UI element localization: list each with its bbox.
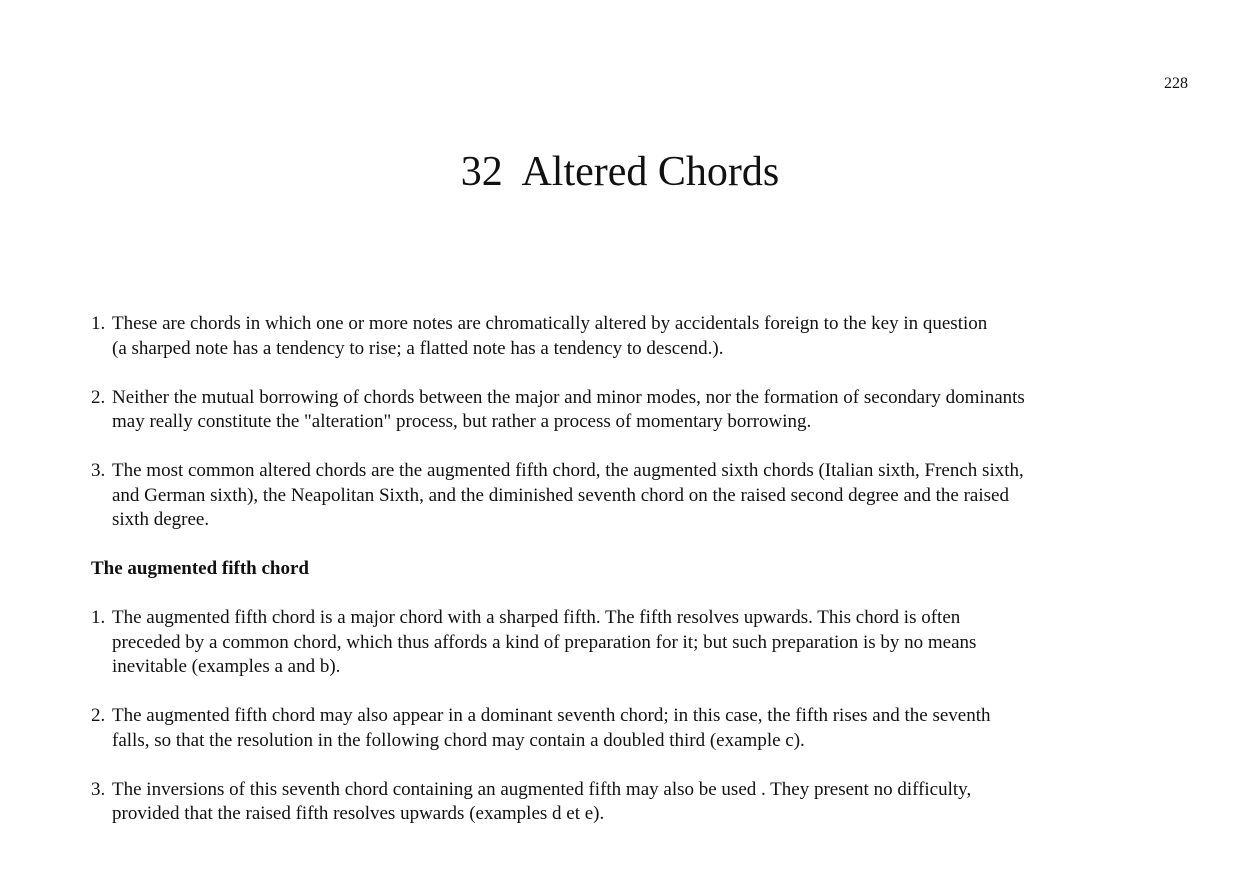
- item-number: 3.: [91, 778, 106, 800]
- text-line: sixth degree.: [112, 509, 210, 530]
- item-text: [112, 704, 1151, 753]
- item-text: [112, 386, 1151, 435]
- text-line: The augmented fifth chord is a major chord with a sharped fifth. The fifth resolves upwards. This chord is often: [112, 607, 961, 628]
- text-line: inevitable (examples a and b).: [112, 656, 341, 677]
- item-text: [112, 778, 1151, 827]
- section-item-1: [91, 606, 1151, 680]
- text-line: Neither the mutual borrowing of chords between the major and minor modes, nor the formation of secondary dominants: [112, 386, 1025, 408]
- section-heading: The augmented fifth chord: [91, 558, 309, 579]
- text-line: may really constitute the "alteration" process, but rather a process of momentary borrowing.: [112, 411, 812, 432]
- item-number: 2.: [91, 386, 106, 408]
- item-number: 1.: [91, 607, 106, 628]
- intro-item-1: [91, 312, 1151, 361]
- text-line: preceded by a common chord, which thus affords a kind of preparation for it; but such preparation is by no means: [112, 631, 977, 653]
- text-line: These are chords in which one or more notes are chromatically altered by accidentals foreign to the key in question: [112, 313, 988, 334]
- section-item-3: [91, 778, 1151, 827]
- page-number: 228: [1164, 75, 1188, 92]
- document-body: [91, 312, 1151, 851]
- item-number: 1.: [91, 313, 106, 334]
- intro-item-3: [91, 459, 1151, 533]
- text-line: The augmented fifth chord may also appear in a dominant seventh chord; in this case, the fifth rises and the seventh: [112, 705, 991, 726]
- item-text: [112, 606, 1151, 680]
- text-line: falls, so that the resolution in the following chord may contain a doubled third (example c).: [112, 729, 805, 751]
- item-number: 3.: [91, 460, 106, 481]
- text-line: and German sixth), the Neapolitan Sixth, and the diminished seventh chord on the raised second degree and the raised: [112, 484, 1009, 506]
- item-number: 2.: [91, 705, 106, 726]
- text-line: The most common altered chords are the augmented fifth chord, the augmented sixth chords (Italian sixth, French sixth,: [112, 460, 1024, 481]
- intro-item-2: [91, 386, 1151, 435]
- text-line: provided that the raised fifth resolves upwards (examples d et e).: [112, 803, 605, 824]
- item-text: [112, 459, 1151, 533]
- item-text: [112, 312, 1151, 361]
- section-item-2: [91, 704, 1151, 753]
- chapter-title: 32 Altered Chords: [460, 149, 780, 195]
- text-line: The inversions of this seventh chord containing an augmented fifth may also be used . They present no difficulty,: [112, 778, 972, 800]
- text-line: (a sharped note has a tendency to rise; a flatted note has a tendency to descend.).: [112, 337, 724, 359]
